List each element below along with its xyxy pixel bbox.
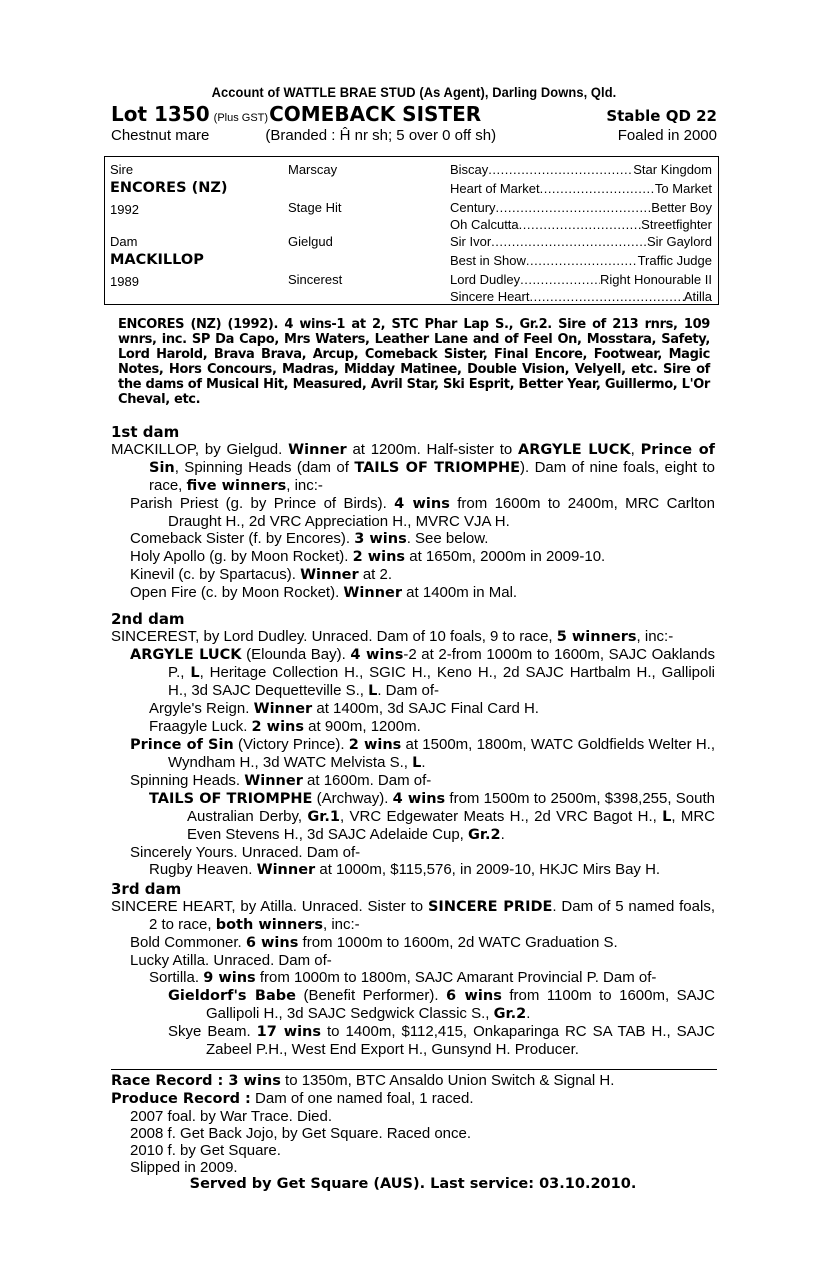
sire-label: Sire — [110, 162, 134, 177]
ggp-right: Atilla — [683, 289, 712, 304]
text: at 900m, 1200m. — [304, 718, 421, 735]
bold-text: TAILS OF TRIOMPHE — [354, 460, 521, 476]
leader-dots — [526, 253, 638, 268]
ggp-right: Streetfighter — [641, 217, 712, 232]
catalogue-page — [110, 83, 717, 1192]
text: Holy Apollo (g. by Moon Rocket). — [130, 548, 353, 565]
race-record-label: Race Record : 3 wins — [111, 1073, 281, 1089]
produce-record — [111, 1090, 715, 1108]
progeny-entry — [111, 700, 715, 718]
text: (Benefit Performer). — [295, 987, 447, 1004]
text: MACKILLOP, by Gielgud. — [111, 441, 289, 458]
bold-text: Gr.1 — [307, 809, 340, 825]
text: , Spinning Heads (dam of — [174, 459, 355, 476]
section-heading: 1st dam — [111, 423, 180, 441]
progeny-entry — [111, 584, 715, 602]
brand-icon: Ĥ — [339, 127, 351, 144]
progeny-entry — [111, 969, 715, 987]
dam-name: MACKILLOP — [110, 252, 204, 268]
ggp-left: Heart of Market — [450, 181, 540, 196]
bold-text: 5 winners — [556, 629, 637, 645]
leader-dots — [529, 289, 683, 304]
text: Sortilla. — [149, 969, 204, 986]
text: . Dam of- — [377, 682, 440, 699]
leader-dots — [491, 234, 647, 249]
lot-line — [111, 102, 717, 126]
bold-text: 4 wins — [350, 647, 404, 663]
text: Rugby Heaven. — [149, 861, 257, 878]
dam-year: 1989 — [110, 274, 139, 289]
text: at 1200m. Half-sister to — [346, 441, 519, 458]
bold-text: 6 wins — [245, 935, 299, 951]
produce-record-text: Dam of one named foal, 1 raced. — [250, 1090, 474, 1107]
bold-text: Winner — [253, 701, 313, 717]
ggp-right: Better Boy — [651, 200, 712, 215]
text: -2 at 2-from 1000m to 1600m, SAJC Oaklands P., — [168, 646, 715, 681]
bold-text: Winner — [256, 862, 316, 878]
description-line — [111, 126, 717, 146]
bold-text: Gr.2 — [493, 1006, 527, 1022]
lot-number: Lot 1350 — [111, 102, 210, 126]
text: at 1000m, $115,576, in 2009-10, HKJC Mirs Bay H. — [315, 861, 661, 878]
colour-sex: Chestnut mare — [111, 127, 210, 144]
progeny-entry — [111, 790, 715, 844]
leader-dots — [540, 181, 655, 196]
bold-text: Gieldorf's Babe — [168, 988, 296, 1004]
service-note: Served by Get Square (AUS). Last service: 03.10.2010. — [189, 1176, 637, 1192]
great-grandparent — [450, 272, 712, 287]
text: Comeback Sister (f. by Encores). — [130, 530, 355, 547]
bold-text: Gr.2 — [468, 827, 501, 843]
produce-item: 2008 f. Get Back Jojo, by Get Square. Raced once. — [130, 1125, 472, 1142]
dam-summary — [111, 441, 715, 495]
text: SINCEREST, by Lord Dudley. Unraced. Dam of 10 foals, 9 to race, — [111, 628, 557, 645]
leader-dots — [519, 217, 642, 232]
second-dam-section — [111, 611, 715, 879]
leader-dots — [488, 162, 633, 177]
sire-sire: Marscay — [288, 162, 338, 177]
text: , inc:- — [636, 628, 674, 645]
bold-text: 2 wins — [348, 737, 402, 753]
progeny-entry — [111, 1023, 715, 1058]
foaled-year: Foaled in 2000 — [617, 127, 717, 144]
text: to 1400m, $112,415, Onkaparinga RC SA TAB H., SAJC Zabeel P.H., West End Export H., Gunsynd H. Producer. — [206, 1023, 715, 1058]
progeny-entry — [111, 736, 715, 772]
bold-text: Prince of Sin — [130, 737, 234, 753]
first-dam-section — [111, 424, 715, 602]
third-dam-section — [111, 881, 715, 1058]
text: . — [421, 754, 426, 771]
text: Sincerely Yours. Unraced. Dam of- — [130, 844, 361, 861]
text: Spinning Heads. — [130, 772, 245, 789]
progeny-entry — [111, 646, 715, 700]
great-grandparent — [450, 289, 712, 304]
text: , VRC Edgewater Meats H., 2d VRC Bagot H., — [340, 808, 663, 825]
ggp-left: Sir Ivor — [450, 234, 492, 249]
text: , inc:- — [322, 916, 360, 933]
text: (Archway). — [312, 790, 393, 807]
ggp-left: Oh Calcutta — [450, 217, 519, 232]
text: . — [500, 826, 505, 843]
ggp-right: Traffic Judge — [637, 253, 712, 268]
great-grandparent — [450, 181, 712, 196]
great-grandparent — [450, 162, 712, 177]
section-heading: 3rd dam — [111, 880, 182, 898]
sire-name: ENCORES (NZ) — [110, 180, 228, 196]
ggp-left: Biscay — [450, 162, 489, 177]
gst-note: (Plus GST) — [213, 112, 269, 124]
text: Parish Priest (g. by Prince of Birds). — [130, 495, 395, 512]
text: (Victory Prince). — [233, 736, 349, 753]
brand-prefix: (Branded : — [265, 127, 340, 144]
progeny-entry — [111, 548, 715, 566]
text: at 1600m. Dam of- — [302, 772, 432, 789]
ggp-left: Century — [450, 200, 496, 215]
ggp-right: Star Kingdom — [633, 162, 712, 177]
leader-dots — [520, 272, 600, 287]
progeny-entry — [111, 495, 715, 530]
progeny-entry — [111, 530, 715, 548]
text: from 1000m to 1800m, SAJC Amarant Provincial P. Dam of- — [255, 969, 657, 986]
text: (Elounda Bay). — [241, 646, 351, 663]
ggp-left: Sincere Heart — [450, 289, 530, 304]
text: , inc:- — [286, 477, 323, 494]
bold-text: Winner — [288, 442, 347, 458]
bold-text: 3 wins — [354, 531, 407, 547]
bold-text: ARGYLE LUCK — [518, 442, 631, 458]
bold-text: both winners — [215, 917, 323, 933]
produce-record-label: Produce Record : — [111, 1091, 251, 1107]
bold-text: TAILS OF TRIOMPHE — [149, 791, 313, 807]
dam-sire: Gielgud — [288, 234, 333, 249]
dam-label: Dam — [110, 234, 138, 249]
text: ). Dam of nine foals, eight to race, — [149, 459, 715, 494]
progeny-entry — [111, 952, 715, 969]
text: at 1400m in Mal. — [402, 584, 518, 601]
pedigree-table — [104, 156, 719, 305]
text: SINCERE HEART, by Atilla. Unraced. Sister to — [111, 898, 428, 915]
produce-item: 2007 foal. by War Trace. Died. — [130, 1108, 333, 1125]
text: , — [630, 441, 641, 458]
text: Open Fire (c. by Moon Rocket). — [130, 584, 344, 601]
horse-name: COMEBACK SISTER — [269, 102, 482, 126]
bold-text: 17 wins — [256, 1024, 322, 1040]
bold-text: Winner — [343, 585, 403, 601]
ggp-left: Lord Dudley — [450, 272, 521, 287]
bold-text: L — [662, 809, 672, 825]
bold-text: 4 wins — [394, 496, 450, 512]
vendor-account: Account of WATTLE BRAE STUD (As Agent), Darling Downs, Qld. — [211, 84, 617, 100]
text: Fraagyle Luck. — [149, 718, 252, 735]
section-heading: 2nd dam — [111, 610, 185, 628]
text: at 1500m, 1800m, WATC Goldfields Welter H., Wyndham H., 3d WATC Melvista S., — [168, 736, 716, 771]
dam-summary — [111, 898, 715, 934]
bold-text: L — [412, 755, 422, 771]
bold-text: 2 wins — [352, 549, 406, 565]
bold-text: ARGYLE LUCK — [130, 647, 242, 663]
produce-item: 2010 f. by Get Square. — [130, 1142, 281, 1159]
text: at 2. — [358, 566, 393, 583]
brand-suffix: nr sh; 5 over 0 off sh) — [350, 127, 497, 144]
race-record-text: to 1350m, BTC Ansaldo Union Switch & Signal H. — [280, 1072, 615, 1089]
sire-year: 1992 — [110, 202, 139, 217]
text: Skye Beam. — [168, 1023, 257, 1040]
text: , Heritage Collection H., SGIC H., Keno H., 2d SAJC Hartbalm H., Gallipoli H., 3d SAJC Dequetteville S., — [168, 664, 715, 699]
ggp-right: To Market — [654, 181, 712, 196]
bold-text: 4 wins — [392, 791, 446, 807]
progeny-entry — [111, 844, 715, 861]
brand-info — [265, 126, 496, 146]
text: . See below. — [406, 530, 489, 547]
text: . Dam of 5 named foals, 2 to race, — [149, 898, 715, 933]
progeny-entry — [111, 861, 715, 879]
great-grandparent — [450, 253, 712, 268]
bold-text: five winners — [186, 478, 287, 494]
stable-number: Stable QD 22 — [606, 107, 717, 125]
ggp-right: Right Honourable II — [599, 272, 712, 287]
text: Kinevil (c. by Spartacus). — [130, 566, 301, 583]
bold-text: Winner — [300, 567, 359, 583]
text: from 1100m to 1600m, SAJC Gallipoli H., 3d SAJC Sedgwick Classic S., — [206, 987, 715, 1022]
race-record — [111, 1072, 715, 1090]
bold-text: 2 wins — [251, 719, 305, 735]
bold-text: 9 wins — [203, 970, 256, 986]
bold-text: Prince of Sin — [149, 442, 715, 476]
produce-item: Slipped in 2009. — [130, 1159, 238, 1176]
text: from 1600m to 2400m, MRC Carlton Draught H., 2d VRC Appreciation H., MVRC VJA H. — [168, 495, 715, 530]
great-grandparent — [450, 234, 712, 249]
records-section — [111, 1072, 715, 1193]
text: at 1650m, 2000m in 2009-10. — [405, 548, 606, 565]
sire-summary: ENCORES (NZ) (1992). 4 wins-1 at 2, STC Phar Lap S., Gr.2. Sire of 213 rnrs, 109 wnrs, inc. SP Da Capo, Mrs Waters, Leather Lane and of Feel On, Mosstara, Safety, Lord Harold, Brava Brava, Arcup, Comeback Sister, Final Encore, Footwear, Magic Notes, Hors Concours, Madras, Midday Matinee, Double Vision, Velyell, etc. Sire of the dams of Musical Hit, Measured, Avril Star, Ski Esprit, Better Year, Guillermo, L'Or Cheval, etc. — [118, 317, 710, 407]
text: Bold Commoner. — [130, 934, 246, 951]
text: from 1000m to 1600m, 2d WATC Graduation S. — [298, 934, 618, 951]
ggp-right: Sir Gaylord — [646, 234, 712, 249]
text: Argyle's Reign. — [149, 700, 254, 717]
text: . — [526, 1005, 531, 1022]
leader-dots — [496, 200, 652, 215]
progeny-entry — [111, 718, 715, 736]
dam-dam: Sincerest — [288, 272, 343, 287]
bold-text: L — [368, 683, 378, 699]
text: Lucky Atilla. Unraced. Dam of- — [130, 952, 332, 969]
bold-text: L — [190, 665, 200, 681]
divider — [111, 1069, 717, 1070]
progeny-entry — [111, 934, 715, 952]
bold-text: Winner — [244, 773, 303, 789]
sire-dam: Stage Hit — [288, 200, 342, 215]
progeny-entry — [111, 566, 715, 584]
dam-summary — [111, 628, 715, 646]
progeny-entry — [111, 772, 715, 790]
bold-text: 6 wins — [446, 988, 502, 1004]
text: from 1500m to 2500m, $398,255, South Australian Derby, — [187, 790, 715, 825]
text: , MRC Even Stevens H., 3d SAJC Adelaide Cup, — [187, 808, 716, 843]
progeny-entry — [111, 987, 715, 1023]
great-grandparent — [450, 200, 712, 215]
text: at 1400m, 3d SAJC Final Card H. — [312, 700, 539, 717]
bold-text: SINCERE PRIDE — [427, 899, 553, 915]
ggp-left: Best in Show — [450, 253, 526, 268]
great-grandparent — [450, 217, 712, 232]
